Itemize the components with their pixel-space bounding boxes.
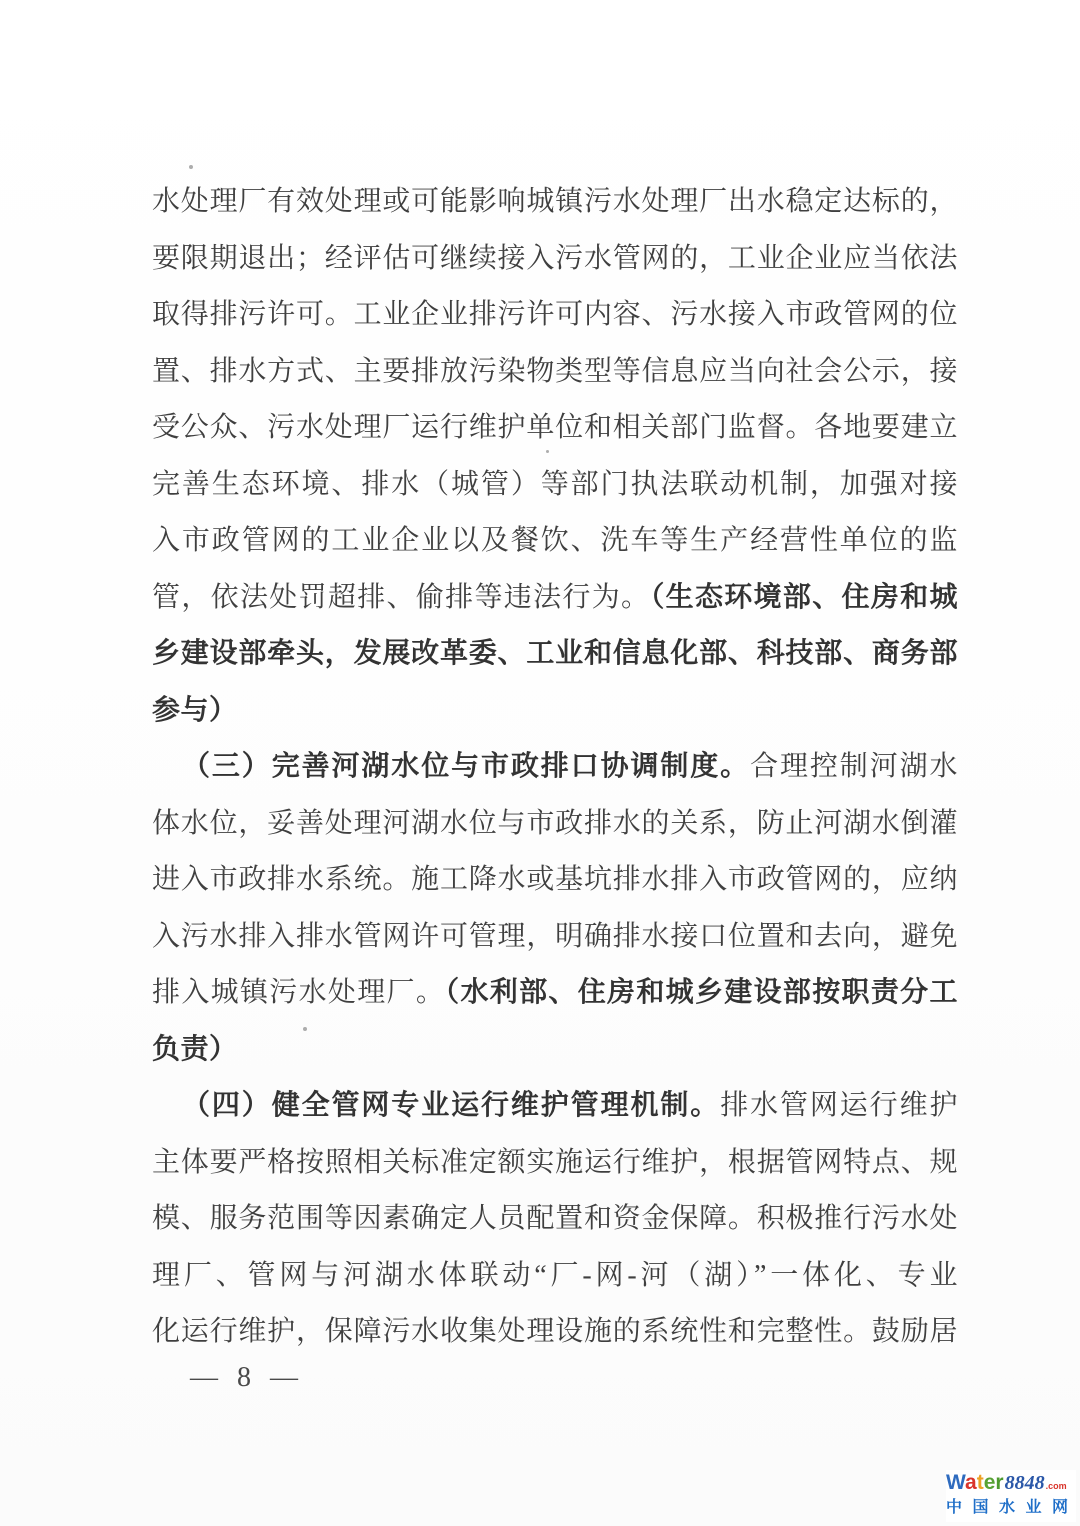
text-line	[152, 739, 958, 796]
logo-subtitle-char: 网	[1051, 1499, 1068, 1516]
text-segment: 排水管网运行维护	[720, 1090, 958, 1121]
text-segment: 要限期退出；经评估可继续接入污水管网的，工业企业应当依法	[152, 242, 958, 274]
text-segment: 模、服务范围等因素确定人员配置和资金保障。积极推行污水处	[152, 1203, 958, 1234]
text-segment: 体水位，妥善处理河湖水位与市政排水的关系，防止河湖水倒灌	[152, 807, 958, 839]
text-line	[152, 287, 958, 344]
brand-letter: W	[946, 1471, 966, 1494]
text-line	[152, 683, 958, 740]
scan-speck	[546, 450, 549, 453]
text-line	[152, 965, 958, 1022]
brand-letter: r	[995, 1471, 1004, 1494]
page-number: — 8 —	[190, 1362, 304, 1393]
text-line	[152, 909, 958, 966]
brand-letter: e	[983, 1471, 996, 1494]
text-segment: 负责）	[152, 1033, 238, 1065]
text-segment: （三）完善河湖水位与市政排口协调制度。	[182, 751, 751, 782]
text-segment: 排入城镇污水处理厂。	[152, 977, 446, 1008]
text-line	[152, 796, 958, 853]
logo-brand-row	[946, 1470, 1076, 1496]
text-segment: 乡建设部牵头，发展改革委、工业和信息化部、科技部、商务部	[152, 638, 958, 669]
brand-letter: a	[965, 1471, 977, 1494]
text-segment: 水处理厂有效处理或可能影响城镇污水处理厂出水稳定达标的，	[152, 186, 958, 217]
logo-subtitle-char: 业	[1025, 1499, 1042, 1516]
text-segment: 受公众、污水处理厂运行维护单位和相关部门监督。各地要建立	[152, 412, 958, 443]
logo-subtitle	[946, 1498, 1068, 1518]
logo-subtitle-char: 国	[972, 1499, 989, 1516]
text-segment: 化运行维护，保障污水收集处理设施的系统性和完整性。鼓励居	[152, 1316, 958, 1347]
text-line	[152, 457, 958, 514]
logo-subtitle-char: 中	[946, 1499, 963, 1516]
logo-subtitle-char: 水	[998, 1499, 1015, 1516]
text-line	[152, 626, 958, 683]
text-line	[152, 174, 958, 231]
text-segment: 置、排水方式、主要排放污染物类型等信息应当向社会公示，接	[152, 355, 958, 387]
text-segment: 取得排污许可。工业企业排污许可内容、污水接入市政管网的位	[152, 299, 958, 330]
text-line	[152, 1191, 958, 1248]
logo-brand-number: 8848	[1004, 1472, 1045, 1494]
logo-brand-word	[946, 1470, 1004, 1496]
text-line	[152, 1022, 958, 1079]
logo-brand-domain: .com	[1045, 1481, 1067, 1491]
text-segment: 合理控制河湖水	[750, 751, 958, 782]
document-body	[152, 174, 958, 1361]
text-line	[152, 513, 958, 570]
text-segment: 管，依法处罚超排、偷排等违法行为。	[152, 581, 651, 613]
text-line	[152, 344, 958, 401]
text-line	[152, 1248, 958, 1305]
text-segment: 进入市政排水系统。施工降水或基坑排水排入市政管网的，应纳	[152, 864, 958, 895]
scan-speck	[189, 165, 193, 169]
brand-letter: t	[976, 1471, 984, 1494]
text-line	[152, 570, 958, 627]
text-line	[152, 852, 958, 909]
text-segment: 主体要严格按照相关标准定额实施运行维护，根据管网特点、规	[152, 1146, 958, 1178]
text-segment: 参与）	[152, 694, 238, 726]
text-segment: 理厂、管网与河湖水体联动“厂-网-河（湖）”一体化、专业	[152, 1259, 958, 1291]
text-segment: （水利部、住房和城乡建设部按职责分工	[445, 977, 958, 1008]
water8848-logo	[946, 1470, 1076, 1522]
text-line	[152, 1135, 958, 1192]
text-segment: （生态环境部、住房和城	[650, 581, 958, 613]
text-segment: （四）健全管网专业运行维护管理机制。	[182, 1090, 721, 1121]
scan-speck	[303, 1027, 307, 1031]
text-line	[152, 231, 958, 288]
text-segment: 入污水排入排水管网许可管理，明确排水接口位置和去向，避免	[152, 920, 958, 952]
text-line	[152, 1078, 958, 1135]
text-line	[152, 1304, 958, 1361]
text-line	[152, 400, 958, 457]
text-segment: 完善生态环境、排水（城管）等部门执法联动机制，加强对接	[152, 468, 958, 500]
text-segment: 入市政管网的工业企业以及餐饮、洗车等生产经营性单位的监	[152, 525, 958, 556]
